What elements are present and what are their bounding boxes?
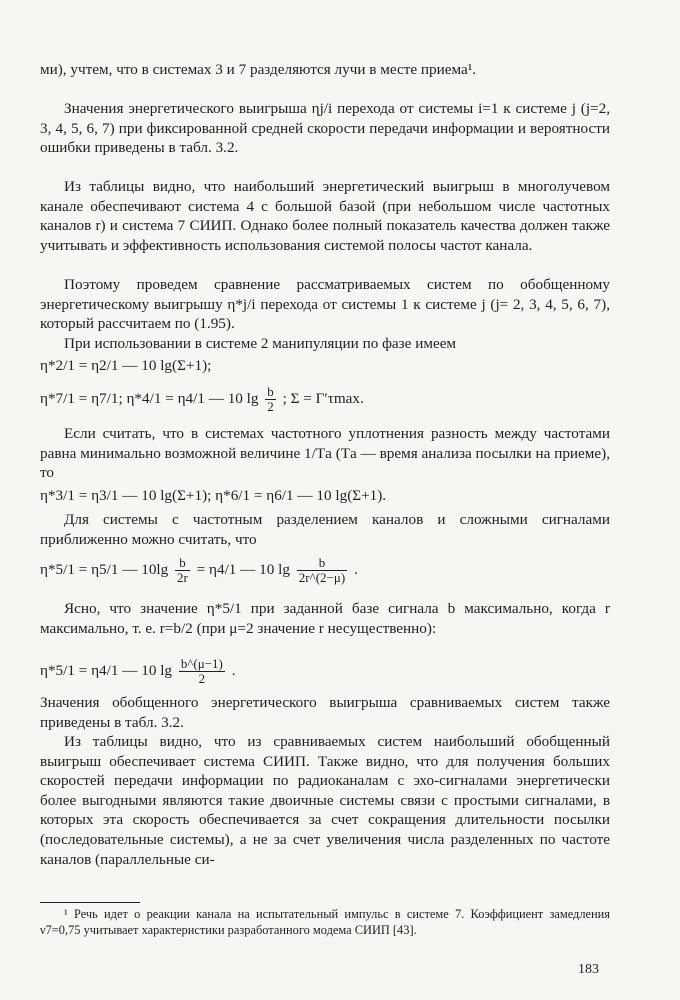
equation-5-left: η*5/1 = η4/1 — 10 lg — [40, 661, 173, 679]
equation-3: η*3/1 = η3/1 — 10 lg(Σ+1); η*6/1 = η6/1 — 10 lg(Σ+1). — [40, 487, 387, 504]
equation-4-numerator-2: b — [297, 556, 347, 571]
equation-5-numerator: b^(μ−1) — [180, 656, 223, 671]
equation-5-end: . — [231, 661, 236, 679]
equation-4-end: . — [353, 560, 358, 578]
equation-4-denominator-1: 2r — [177, 570, 188, 585]
paragraph-5: Если считать, что в системах частотного уплотнения разность между частотами равна минимально возможной величине 1/Tа (Tа — время анализа посылки на приеме), то — [40, 425, 610, 482]
equation-4-left: η*5/1 = η5/1 — 10lg — [40, 560, 169, 578]
equation-2-left: η*7/1 = η7/1; η*4/1 = η4/1 — 10 lg — [40, 389, 259, 407]
paragraph-9: Из таблицы видно, что из сравниваемых систем наибольший обобщенный выигрыш обеспечивает система СИИП. Также видно, что для получения больших скоростей передачи информации по радиоканалам с эхо-сигналами энергетически более выгодными являются такие двоичные системы связи с простыми сигналами, в которых эта скорость обеспечивается за счет сокращения длительности посылки (последовательные системы), а не за счет увеличения числа разделенных по частоте каналов (параллельные си- — [40, 733, 610, 868]
equation-2-fraction — [265, 385, 276, 414]
equation-4-numerator-1: b — [175, 556, 190, 571]
equation-1: η*2/1 = η2/1 — 10 lg(Σ+1); — [40, 357, 212, 374]
paragraph-1: Значения энергетического выигрыша ηj/i перехода от системы i=1 к системе j (j=2, 3, 4, 5, 6, 7) при фиксированной средней скорости передачи информации и вероятности ошибки приведены в табл. 3.2. — [40, 100, 610, 157]
page-number: 183 — [578, 962, 599, 977]
paragraph-2: Из таблицы видно, что наибольший энергетический выигрыш в многолучевом канале обеспечивают система 4 с большой базой (при небольшом числе частотных каналов r) и система 7 СИИП. Однако более полный показатель качества должен также учитывать и эффективность использования системой полосы частот канала. — [40, 178, 610, 254]
equation-5-fraction — [179, 657, 225, 686]
equation-4-fraction-2 — [297, 556, 347, 585]
equation-2-denominator: 2 — [267, 399, 274, 414]
equation-4 — [40, 556, 610, 585]
equation-5-denominator: 2 — [198, 671, 206, 686]
paragraph-7: Ясно, что значение η*5/1 при заданной базе сигнала b максимально, когда r максимально, т. е. r=b/2 (при μ=2 значение r несущественно): — [40, 600, 610, 637]
footnote: ¹ Речь идет о реакции канала на испытательный импульс в системе 7. Коэффициент замедления ν7=0,75 учитывает характеристики разработанного модема СИИП [43]. — [40, 907, 610, 937]
paragraph-0: ми), учтем, что в системах 3 и 7 разделяются лучи в месте приема¹. — [40, 61, 477, 78]
footnote-divider — [40, 902, 140, 903]
equation-4-denominator-2: 2r^(2−μ) — [298, 570, 346, 585]
equation-5 — [40, 657, 610, 686]
equation-2-right: ; Σ = Г′τmax. — [282, 389, 364, 407]
equation-2-numerator: b — [267, 384, 274, 399]
paragraph-8: Значения обобщенного энергетического выигрыша сравниваемых систем также приведены в табл. 3.2. — [40, 694, 610, 731]
paragraph-6: Для системы с частотным разделением каналов и сложными сигналами приближенно можно считать, что — [40, 511, 610, 548]
paragraph-4: При использовании в системе 2 манипуляции по фазе имеем — [64, 335, 457, 352]
paragraph-3: Поэтому проведем сравнение рассматриваемых систем по обобщенному энергетическому выигрышу η*j/i перехода от системы 1 к системе j (j= 2, 3, 4, 5, 6, 7), который рассчитаем по (1.95). — [40, 276, 610, 333]
equation-4-middle: = η4/1 — 10 lg — [196, 560, 290, 578]
equation-2 — [40, 385, 610, 414]
equation-4-fraction-1 — [175, 556, 190, 585]
